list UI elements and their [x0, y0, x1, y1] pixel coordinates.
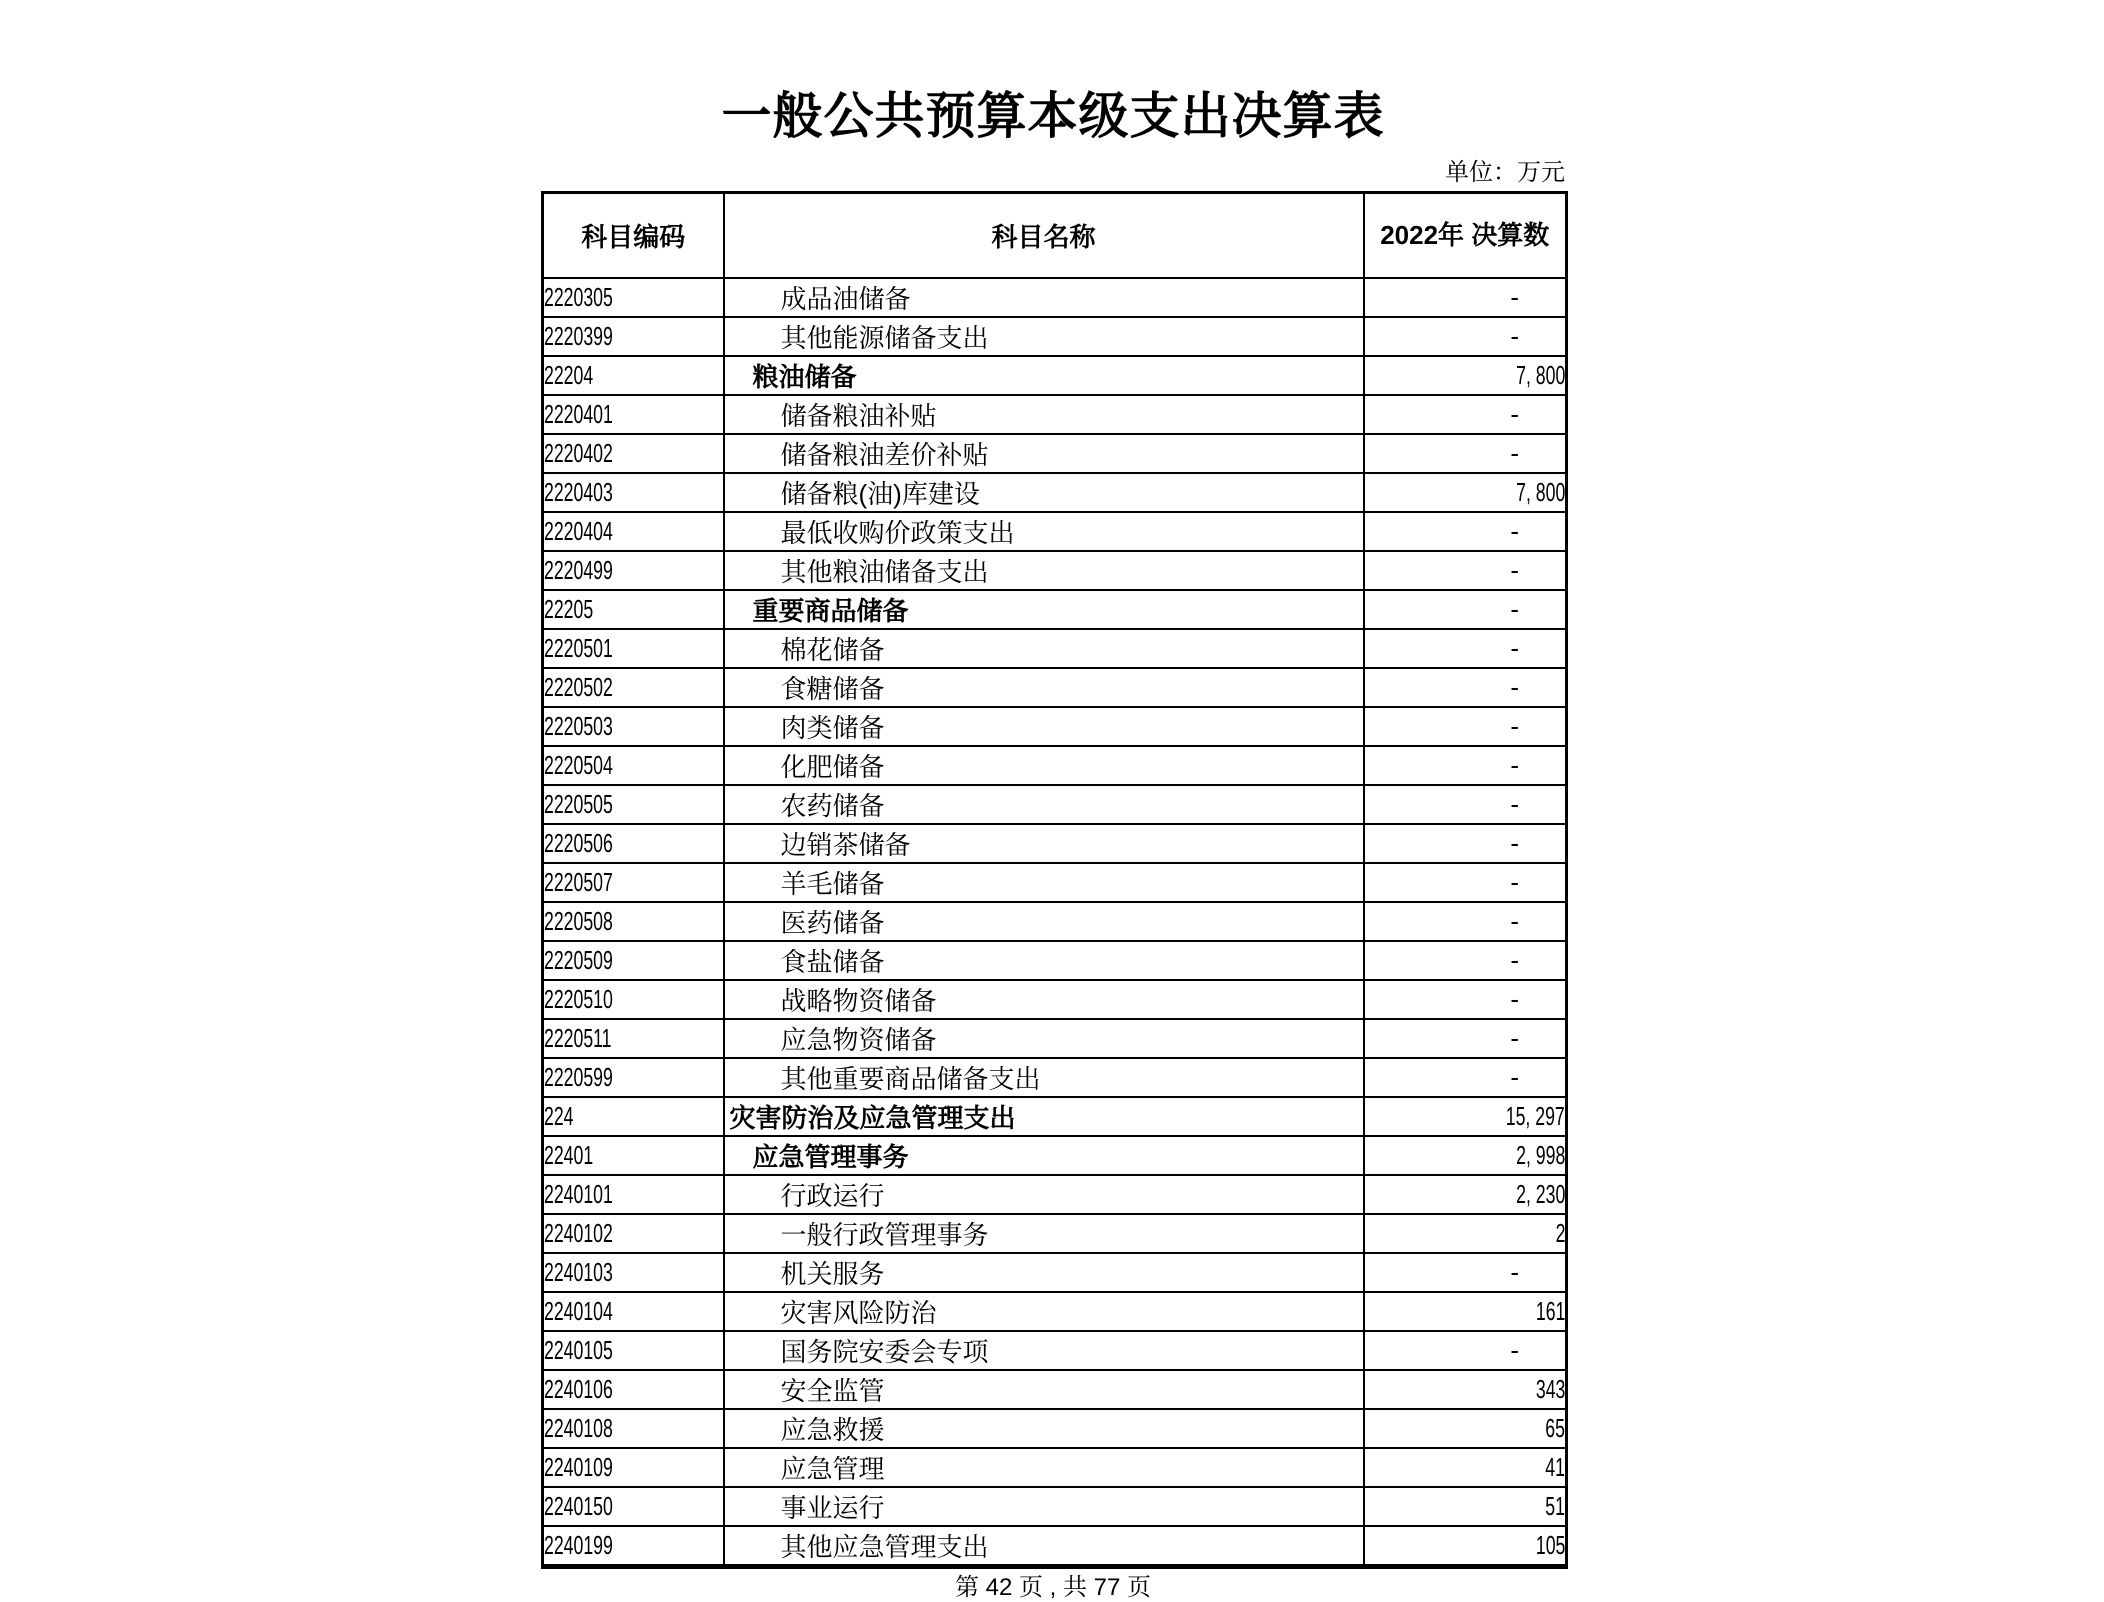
value-cell — [1364, 668, 1567, 707]
subject-code-cell — [543, 278, 724, 317]
subject-code-cell — [543, 1409, 724, 1448]
value-amount: - — [1510, 554, 1519, 585]
value-cell — [1364, 551, 1567, 590]
subject-code-cell — [543, 512, 724, 551]
table-row — [543, 746, 1567, 785]
subject-code: 224 — [544, 1100, 574, 1131]
value-amount: 343 — [1535, 1373, 1565, 1404]
table-row — [543, 668, 1567, 707]
value-amount: - — [1510, 1022, 1519, 1053]
table-row — [543, 707, 1567, 746]
subject-name: 国务院安委会专项 — [780, 1336, 989, 1367]
subject-name-cell — [724, 1487, 1364, 1526]
value-cell — [1364, 629, 1567, 668]
subject-code-cell — [543, 590, 724, 629]
subject-code-cell — [543, 902, 724, 941]
value-amount: - — [1510, 515, 1519, 546]
subject-code-cell — [543, 395, 724, 434]
table-row — [543, 824, 1567, 863]
subject-name: 其他粮油储备支出 — [780, 556, 989, 587]
subject-code: 2220504 — [544, 749, 613, 780]
value-cell — [1364, 1409, 1567, 1448]
subject-code-cell — [543, 980, 724, 1019]
subject-name-cell — [724, 1058, 1364, 1097]
page-title: 一般公共预算本级支出决算表 — [721, 88, 1385, 144]
value-cell — [1364, 1331, 1567, 1370]
subject-code-cell — [543, 1292, 724, 1331]
subject-name-cell — [724, 590, 1364, 629]
subject-code: 2240101 — [544, 1178, 613, 1209]
value-cell — [1364, 356, 1567, 395]
value-amount: 2, 230 — [1515, 1178, 1565, 1209]
value-amount: 15, 297 — [1506, 1100, 1565, 1131]
table-row — [543, 863, 1567, 902]
table-row — [543, 1253, 1567, 1292]
subject-name-cell — [724, 278, 1364, 317]
subject-name-cell — [724, 902, 1364, 941]
subject-name: 棉花储备 — [780, 634, 885, 665]
subject-code-cell — [543, 1214, 724, 1253]
subject-name: 食盐储备 — [780, 946, 885, 977]
value-cell — [1364, 590, 1567, 629]
subject-code: 2220502 — [544, 671, 613, 702]
subject-name-cell — [724, 1370, 1364, 1409]
header-subject-code: 科目编码 — [543, 193, 724, 278]
table-row — [543, 1409, 1567, 1448]
value-cell — [1364, 1136, 1567, 1175]
subject-name: 医药储备 — [780, 907, 885, 938]
table-row — [543, 902, 1567, 941]
subject-code: 2220399 — [544, 320, 613, 351]
table-row — [543, 356, 1567, 395]
value-amount: - — [1510, 983, 1519, 1014]
value-amount: - — [1510, 944, 1519, 975]
subject-name-cell — [724, 1019, 1364, 1058]
value-cell — [1364, 980, 1567, 1019]
subject-name-cell — [724, 980, 1364, 1019]
value-cell — [1364, 746, 1567, 785]
table-row — [543, 1487, 1567, 1526]
subject-name: 灾害风险防治 — [780, 1297, 937, 1328]
subject-code: 2220505 — [544, 788, 613, 819]
subject-name: 一般行政管理事务 — [780, 1219, 989, 1250]
table-row — [543, 551, 1567, 590]
table-row — [543, 395, 1567, 434]
value-cell — [1364, 1175, 1567, 1214]
subject-name-cell — [724, 668, 1364, 707]
subject-name: 储备粮油差价补贴 — [780, 439, 989, 470]
value-amount: - — [1510, 827, 1519, 858]
value-amount: 2 — [1555, 1217, 1565, 1248]
header-subject-name: 科目名称 — [724, 193, 1364, 278]
subject-name: 肉类储备 — [780, 712, 885, 743]
subject-name-cell — [724, 1331, 1364, 1370]
value-amount: - — [1510, 905, 1519, 936]
subject-name-cell — [724, 1136, 1364, 1175]
subject-code: 2240199 — [544, 1529, 613, 1560]
value-amount: - — [1510, 281, 1519, 312]
subject-name: 最低收购价政策支出 — [780, 517, 1015, 548]
subject-name: 储备粮油补贴 — [780, 400, 937, 431]
value-cell — [1364, 824, 1567, 863]
subject-name-cell — [724, 785, 1364, 824]
subject-name: 行政运行 — [780, 1180, 885, 1211]
subject-code-cell — [543, 1331, 724, 1370]
value-amount: 41 — [1545, 1451, 1565, 1482]
subject-code-cell — [543, 629, 724, 668]
subject-name: 重要商品储备 — [752, 595, 909, 626]
table-row — [543, 629, 1567, 668]
unit-label: 单位：万元 — [1445, 159, 1565, 186]
subject-name: 其他应急管理支出 — [780, 1531, 989, 1562]
value-amount: - — [1510, 593, 1519, 624]
subject-code-cell — [543, 1253, 724, 1292]
value-amount: 7, 800 — [1515, 359, 1565, 390]
subject-code: 2220503 — [544, 710, 613, 741]
table-row — [543, 590, 1567, 629]
subject-name-cell — [724, 356, 1364, 395]
table-row — [543, 1448, 1567, 1487]
subject-name-cell — [724, 941, 1364, 980]
subject-code: 22205 — [544, 593, 594, 624]
table-row — [543, 980, 1567, 1019]
subject-name-cell — [724, 551, 1364, 590]
subject-code-cell — [543, 863, 724, 902]
subject-name-cell — [724, 512, 1364, 551]
value-cell — [1364, 512, 1567, 551]
subject-name-cell — [724, 1526, 1364, 1567]
table-row — [543, 1058, 1567, 1097]
table-row — [543, 317, 1567, 356]
subject-name: 安全监管 — [780, 1375, 885, 1406]
subject-code: 2240109 — [544, 1451, 613, 1482]
subject-name-cell — [724, 473, 1364, 512]
header-row — [543, 193, 1567, 278]
subject-code-cell — [543, 1175, 724, 1214]
document-content — [541, 0, 1565, 1602]
subject-name: 粮油储备 — [752, 361, 857, 392]
subject-name-cell — [724, 1253, 1364, 1292]
subject-name-cell — [724, 1409, 1364, 1448]
table-row — [543, 1214, 1567, 1253]
value-amount: 51 — [1545, 1490, 1565, 1521]
value-amount: - — [1510, 632, 1519, 663]
subject-code: 2220501 — [544, 632, 613, 663]
subject-code: 2220404 — [544, 515, 613, 546]
subject-code: 2220403 — [544, 476, 613, 507]
value-cell — [1364, 1526, 1567, 1567]
subject-code: 2220509 — [544, 944, 613, 975]
page-number-footer: 第 42 页 , 共 77 页 — [954, 1573, 1152, 1601]
value-amount: - — [1510, 1256, 1519, 1287]
value-cell — [1364, 1097, 1567, 1136]
value-amount: - — [1510, 710, 1519, 741]
budget-table-body — [543, 278, 1567, 1567]
subject-code-cell — [543, 317, 724, 356]
subject-name: 灾害防治及应急管理支出 — [729, 1102, 1016, 1133]
subject-name: 成品油储备 — [780, 283, 911, 314]
subject-code-cell — [543, 824, 724, 863]
subject-name: 食糖储备 — [780, 673, 885, 704]
subject-code: 2220508 — [544, 905, 613, 936]
value-amount: 2, 998 — [1515, 1139, 1565, 1170]
subject-name-cell — [724, 1292, 1364, 1331]
subject-name: 事业运行 — [780, 1492, 885, 1523]
table-row — [543, 434, 1567, 473]
subject-code-cell — [543, 356, 724, 395]
subject-name-cell — [724, 434, 1364, 473]
value-amount: 65 — [1545, 1412, 1565, 1443]
value-amount: - — [1510, 437, 1519, 468]
subject-name-cell — [724, 707, 1364, 746]
subject-name: 应急救援 — [780, 1414, 885, 1445]
value-cell — [1364, 395, 1567, 434]
table-row — [543, 941, 1567, 980]
value-amount: - — [1510, 398, 1519, 429]
value-cell — [1364, 1058, 1567, 1097]
table-row — [543, 1019, 1567, 1058]
value-cell — [1364, 1487, 1567, 1526]
value-amount: - — [1510, 1061, 1519, 1092]
subject-code: 2220402 — [544, 437, 613, 468]
subject-code: 2240103 — [544, 1256, 613, 1287]
subject-code-cell — [543, 785, 724, 824]
value-cell — [1364, 1214, 1567, 1253]
value-cell — [1364, 941, 1567, 980]
value-cell — [1364, 278, 1567, 317]
subject-code-cell — [543, 707, 724, 746]
subject-name: 边销茶储备 — [780, 829, 911, 860]
subject-code-cell — [543, 1526, 724, 1567]
subject-name: 应急管理 — [780, 1453, 885, 1484]
subject-code: 2240105 — [544, 1334, 613, 1365]
subject-name-cell — [724, 1448, 1364, 1487]
value-amount: 7, 800 — [1515, 476, 1565, 507]
value-cell — [1364, 902, 1567, 941]
subject-name: 羊毛储备 — [780, 868, 885, 899]
subject-name: 农药储备 — [780, 790, 885, 821]
subject-code-cell — [543, 1136, 724, 1175]
subject-name-cell — [724, 395, 1364, 434]
table-row — [543, 473, 1567, 512]
value-cell — [1364, 317, 1567, 356]
subject-name-cell — [724, 317, 1364, 356]
subject-code-cell — [543, 1370, 724, 1409]
header-final-accounts-2022: 2022年 决算数 — [1364, 193, 1567, 278]
value-cell — [1364, 473, 1567, 512]
value-cell — [1364, 1253, 1567, 1292]
subject-code: 2220507 — [544, 866, 613, 897]
table-row — [543, 785, 1567, 824]
subject-name: 其他重要商品储备支出 — [780, 1063, 1041, 1094]
subject-code: 2220511 — [544, 1022, 612, 1053]
subject-name: 应急物资储备 — [780, 1024, 937, 1055]
value-amount: - — [1510, 671, 1519, 702]
subject-code-cell — [543, 1448, 724, 1487]
value-cell — [1364, 434, 1567, 473]
subject-code: 2220499 — [544, 554, 613, 585]
subject-name-cell — [724, 1097, 1364, 1136]
table-row — [543, 1292, 1567, 1331]
value-amount: - — [1510, 866, 1519, 897]
table-row — [543, 278, 1567, 317]
value-amount: 105 — [1535, 1529, 1565, 1560]
budget-table-header — [543, 193, 1567, 278]
subject-code: 2240150 — [544, 1490, 613, 1521]
value-amount: - — [1510, 749, 1519, 780]
subject-code-cell — [543, 668, 724, 707]
subject-name-cell — [724, 824, 1364, 863]
subject-name-cell — [724, 629, 1364, 668]
value-amount: - — [1510, 320, 1519, 351]
value-cell — [1364, 785, 1567, 824]
table-row — [543, 1136, 1567, 1175]
subject-code: 22204 — [544, 359, 594, 390]
subject-code: 2240104 — [544, 1295, 613, 1326]
subject-name-cell — [724, 1175, 1364, 1214]
value-amount: 161 — [1535, 1295, 1565, 1326]
subject-name: 战略物资储备 — [780, 985, 937, 1016]
budget-table — [541, 191, 1568, 1569]
subject-code: 2220599 — [544, 1061, 613, 1092]
subject-code-cell — [543, 746, 724, 785]
subject-name-cell — [724, 1214, 1364, 1253]
subject-code-cell — [543, 1019, 724, 1058]
table-row — [543, 1175, 1567, 1214]
value-cell — [1364, 1292, 1567, 1331]
subject-name: 储备粮(油)库建设 — [780, 478, 980, 509]
subject-code-cell — [543, 941, 724, 980]
table-row — [543, 512, 1567, 551]
table-row — [543, 1331, 1567, 1370]
subject-code: 2220506 — [544, 827, 613, 858]
subject-name: 机关服务 — [780, 1258, 885, 1289]
value-cell — [1364, 1448, 1567, 1487]
table-row — [543, 1526, 1567, 1567]
subject-code-cell — [543, 1058, 724, 1097]
subject-code: 2240102 — [544, 1217, 613, 1248]
subject-name: 化肥储备 — [780, 751, 885, 782]
subject-name: 应急管理事务 — [752, 1141, 909, 1172]
subject-code: 2240106 — [544, 1373, 613, 1404]
subject-code: 2220510 — [544, 983, 613, 1014]
subject-code-cell — [543, 1097, 724, 1136]
subject-code: 22401 — [544, 1139, 594, 1170]
subject-code: 2240108 — [544, 1412, 613, 1443]
subject-code-cell — [543, 1487, 724, 1526]
subject-code-cell — [543, 551, 724, 590]
subject-code-cell — [543, 434, 724, 473]
subject-name-cell — [724, 746, 1364, 785]
table-row — [543, 1097, 1567, 1136]
value-cell — [1364, 863, 1567, 902]
subject-code-cell — [543, 473, 724, 512]
subject-name: 其他能源储备支出 — [780, 322, 989, 353]
value-amount: - — [1510, 1334, 1519, 1365]
subject-code: 2220401 — [544, 398, 613, 429]
value-cell — [1364, 1370, 1567, 1409]
subject-code: 2220305 — [544, 281, 613, 312]
value-cell — [1364, 1019, 1567, 1058]
value-amount: - — [1510, 788, 1519, 819]
table-row — [543, 1370, 1567, 1409]
value-cell — [1364, 707, 1567, 746]
subject-name-cell — [724, 863, 1364, 902]
